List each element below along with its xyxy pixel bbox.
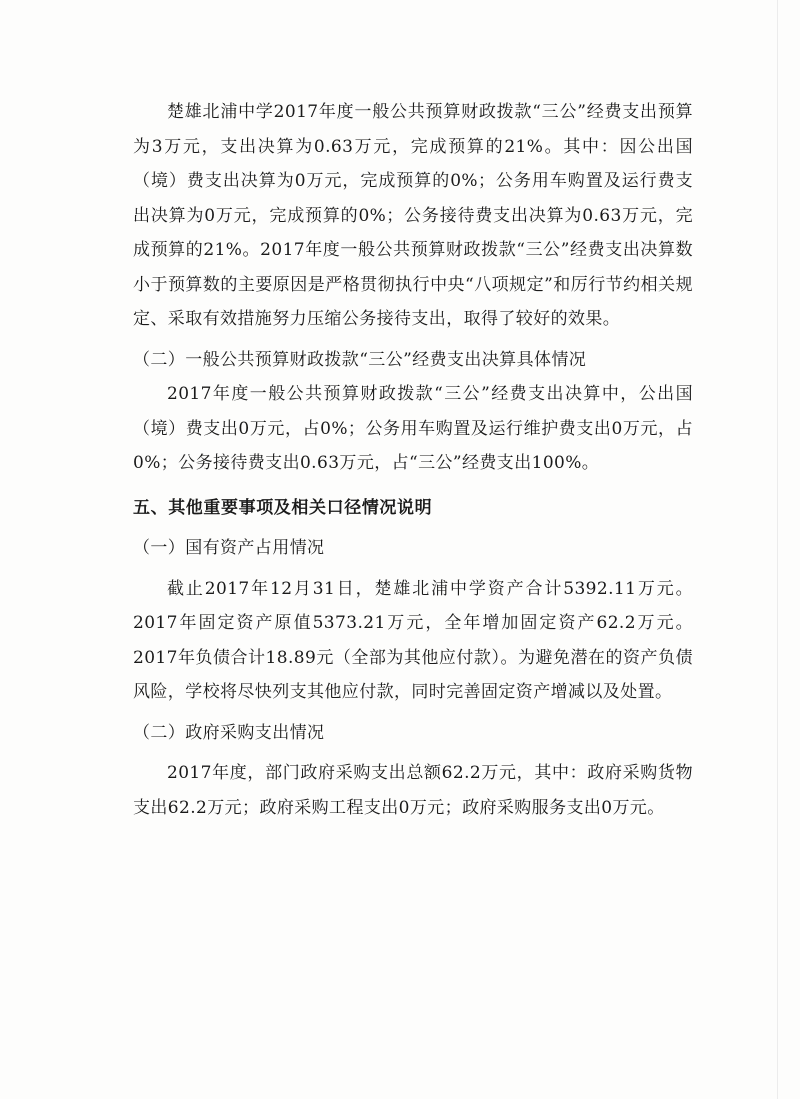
subheading-three-public-details: （二）一般公共预算财政拨款“三公”经费支出决算具体情况 <box>133 349 587 370</box>
section-heading-other-matters: 五、其他重要事项及相关口径情况说明 <box>133 497 433 518</box>
page-edge <box>777 0 778 1099</box>
paragraph-state-assets: 截止2017年12月31日，楚雄北浦中学资产合计5392.11万元。2017年固定资产原值5373.21万元，全年增加固定资产62.2万元。2017年负债合计18.89元（全部为其他应付款）。为避免潜在的资产负债风险，学校将尽快列支其他应付款，同时完善固定资产增减以及处置。 <box>133 578 693 702</box>
subheading-government-procurement: （二）政府采购支出情况 <box>133 722 325 743</box>
subheading-state-assets: （一）国有资产占用情况 <box>133 538 325 558</box>
document-body <box>133 95 693 825</box>
paragraph-three-public-details: 2017年度一般公共预算财政拨款“三公”经费支出决算中，公出国（境）费支出0万元，占0%；公务用车购置及运行维护费支出0万元，占0%；公务接待费支出0.63万元，占“三公”经费支出100%。 <box>133 384 693 473</box>
paragraph-three-public-budget: 楚雄北浦中学2017年度一般公共预算财政拨款“三公”经费支出预算为3万元，支出决算为0.63万元，完成预算的21%。其中：因公出国（境）费支出决算为0万元，完成预算的0%；公务用车购置及运行费支出决算为0万元，完成预算的0%；公务接待费支出决算为0.63万元，完成预算的21%。2017年度一般公共预算财政拨款“三公”经费支出决算数小于预算数的主要原因是严格贯彻执行中央“八项规定”和厉行节约相关规定、采取有效措施努力压缩公务接待支出，取得了较好的效果。 <box>133 102 693 329</box>
paragraph-government-procurement: 2017年度，部门政府采购支出总额62.2万元，其中：政府采购货物支出62.2万元；政府采购工程支出0万元；政府采购服务支出0万元。 <box>133 763 693 818</box>
